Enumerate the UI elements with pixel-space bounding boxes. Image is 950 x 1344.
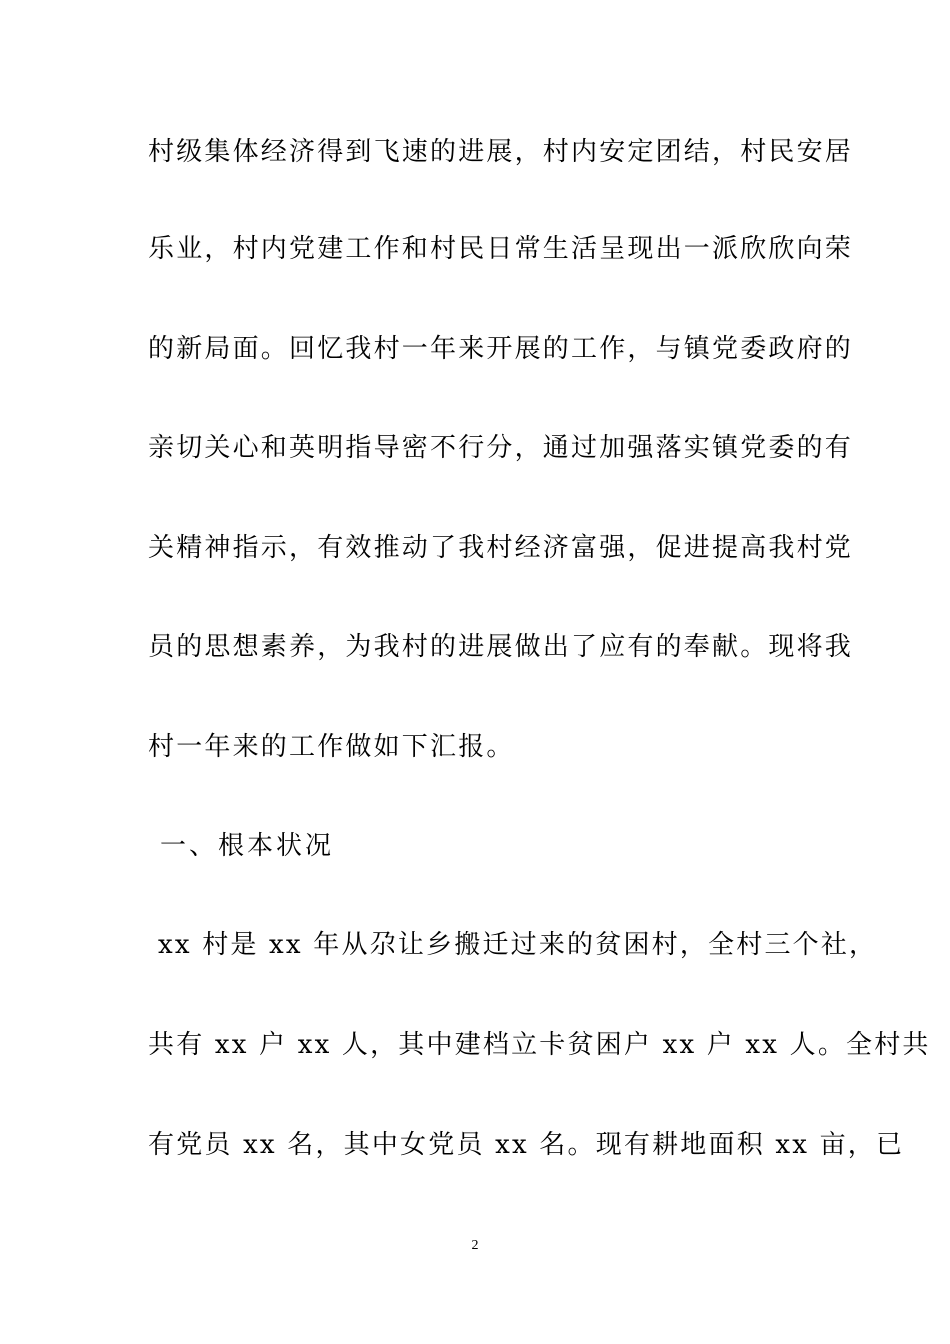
section-heading: 一、根本状况 (160, 831, 335, 861)
section-line-2: 共有 xx 户 xx 人，其中建档立卡贫困户 xx 户 xx 人。全村共 (148, 1030, 931, 1060)
paragraph-line-3: 的新局面。回忆我村一年来开展的工作，与镇党委政府的 (148, 334, 854, 364)
paragraph-line-2: 乐业，村内党建工作和村民日常生活呈现出一派欣欣向荣 (148, 234, 854, 264)
section-line-1: xx 村是 xx 年从尕让乡搬迁过来的贫困村，全村三个社， (158, 930, 878, 960)
paragraph-line-1: 村级集体经济得到飞速的进展，村内安定团结，村民安居 (148, 137, 854, 167)
paragraph-line-4: 亲切关心和英明指导密不行分，通过加强落实镇党委的有 (148, 433, 854, 463)
section-line-3: 有党员 xx 名，其中女党员 xx 名。现有耕地面积 xx 亩，已 (148, 1130, 905, 1160)
page-number: 2 (471, 1238, 479, 1253)
paragraph-line-7: 村一年来的工作做如下汇报。 (148, 732, 515, 762)
paragraph-line-6: 员的思想素养，为我村的进展做出了应有的奉献。现将我 (148, 632, 854, 662)
paragraph-line-5: 关精神指示，有效推动了我村经济富强，促进提高我村党 (148, 533, 854, 563)
